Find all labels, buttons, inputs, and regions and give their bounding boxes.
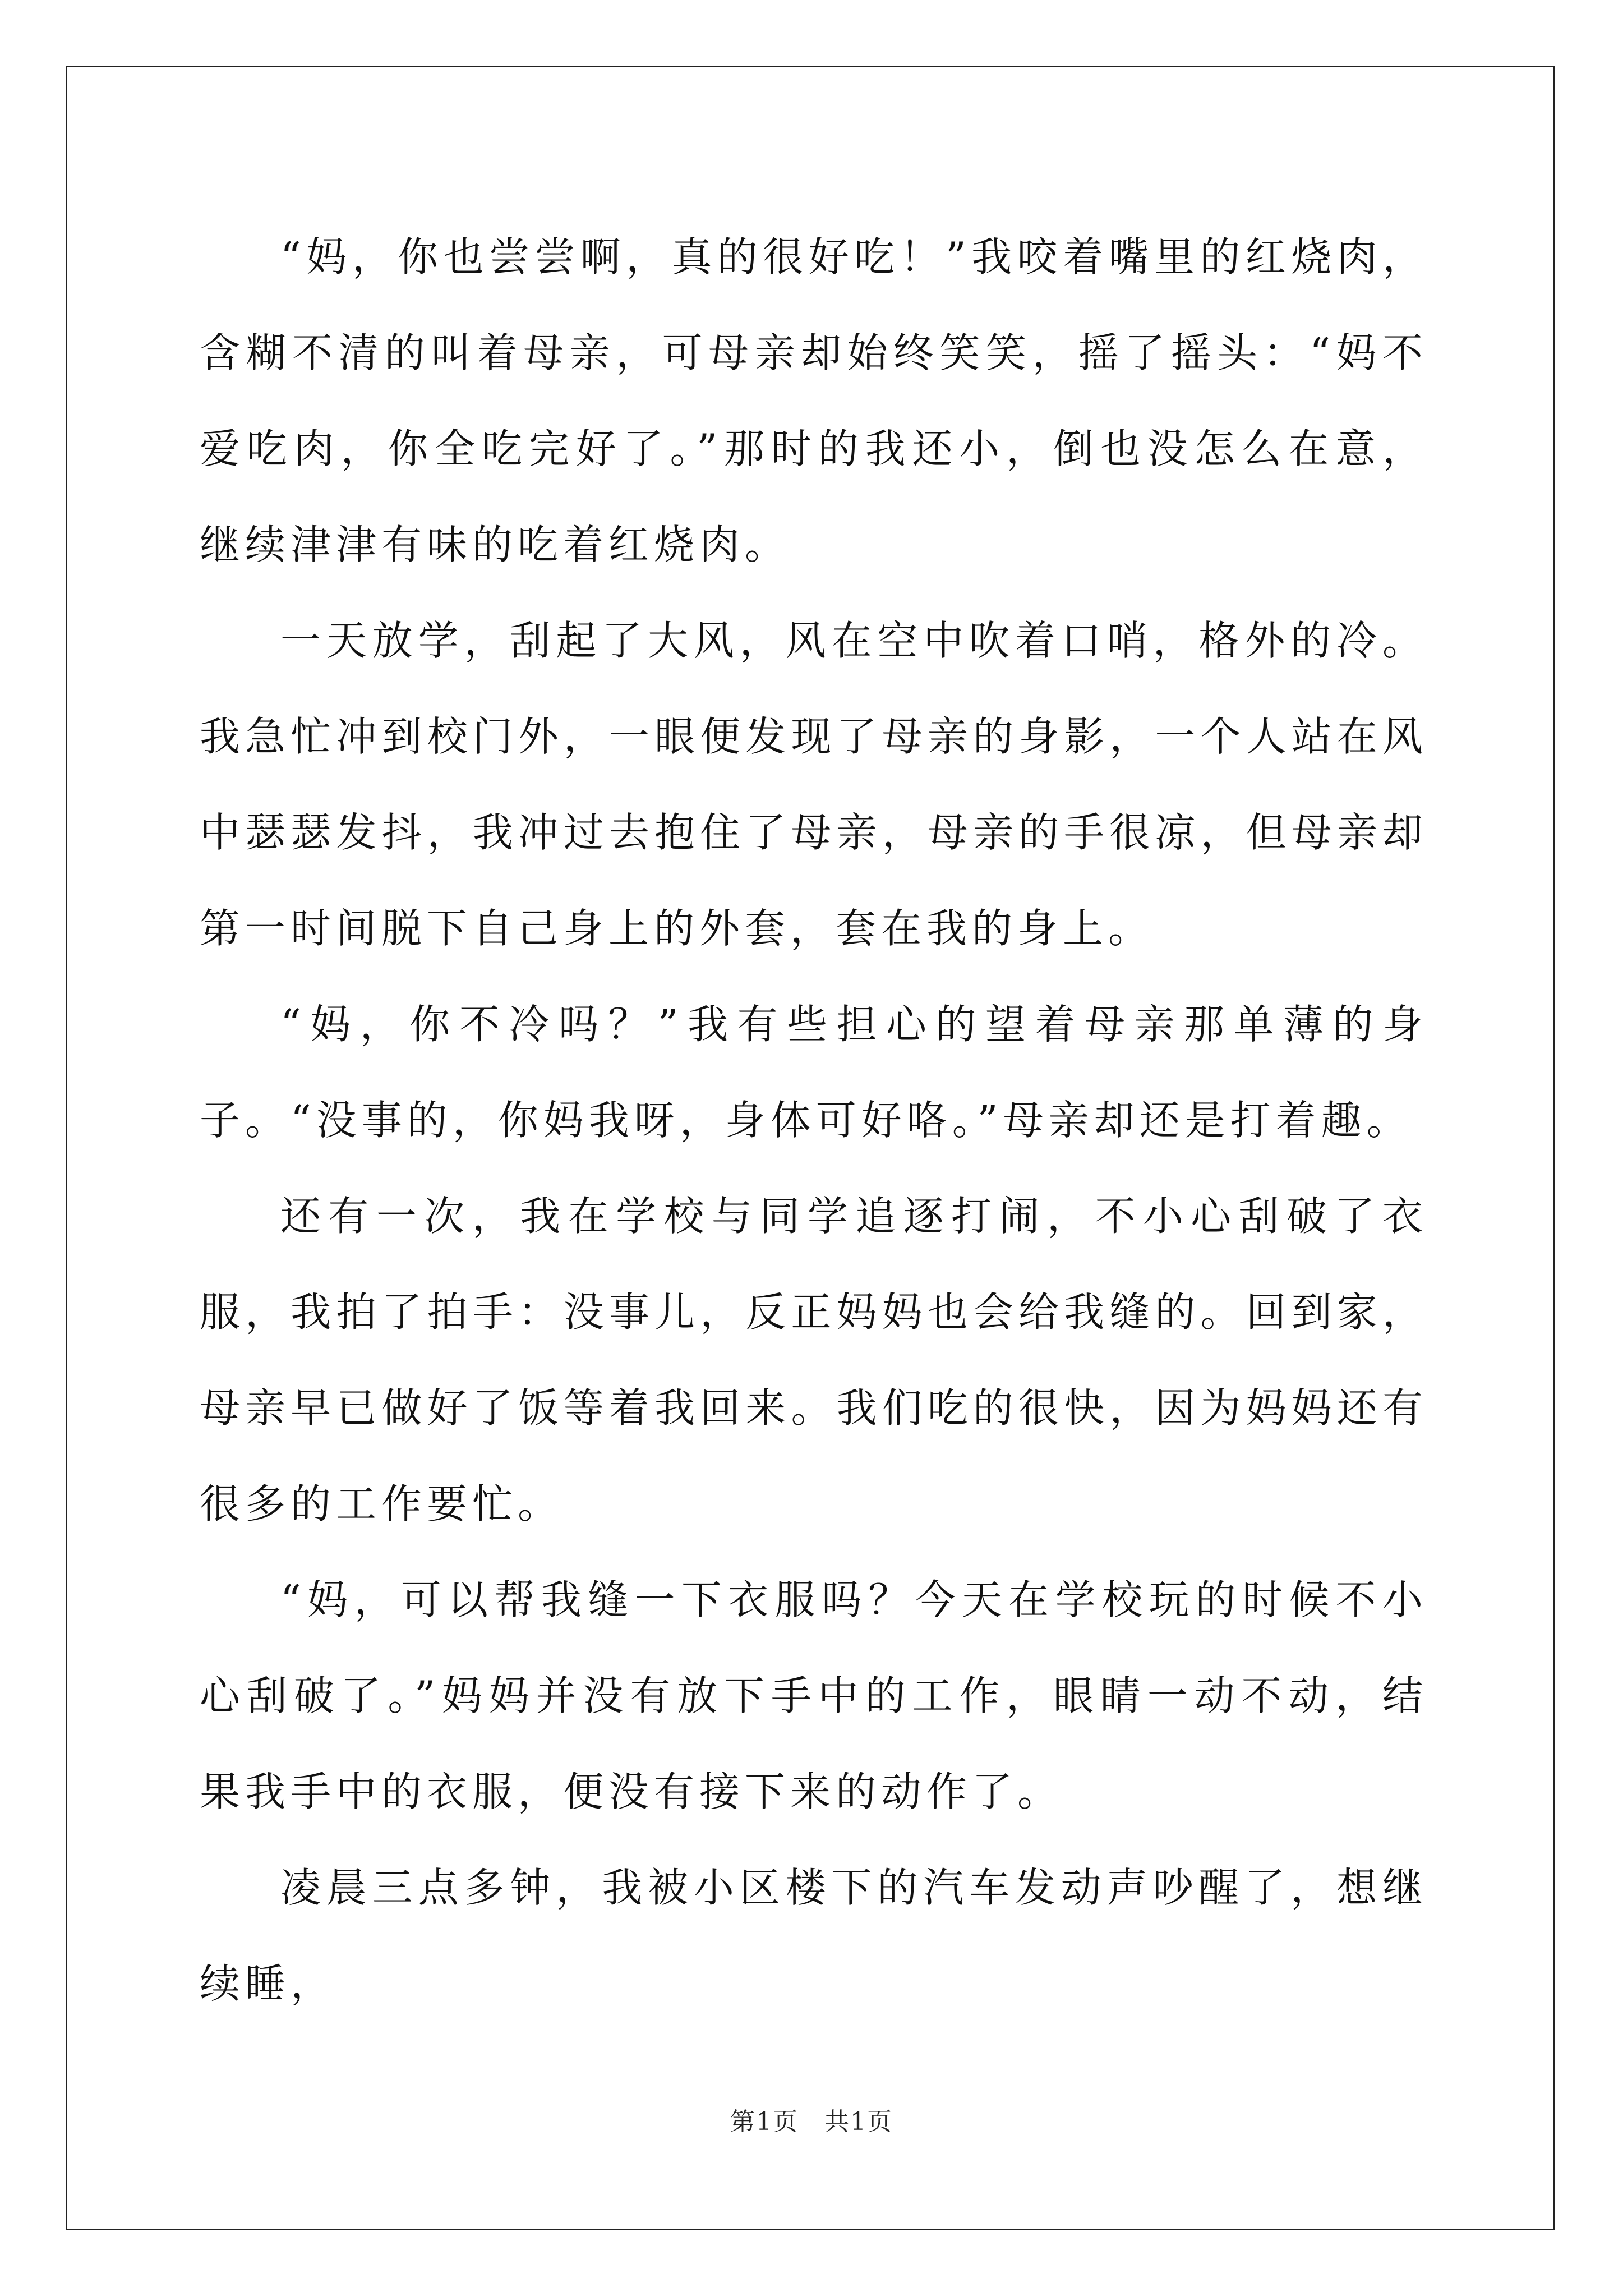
paragraph-2: 一天放学，刮起了大风，风在空中吹着口哨，格外的冷。我急忙冲到校门外，一眼便发现了母亲的身影，一个人站在风中瑟瑟发抖，我冲过去抱住了母亲，母亲的手很凉，但母亲却第一时间脱下自己身上的外套，套在我的身上。 (200, 617, 1428, 952)
document-body (200, 209, 1428, 2032)
paragraph-1: “妈，你也尝尝啊，真的很好吃！”我咬着嘴里的红烧肉，含糊不清的叫着母亲，可母亲却始终笑笑，摇了摇头：“妈不爱吃肉，你全吃完好了。”那时的我还小，倒也没怎么在意，继续津津有味的吃着红烧肉。 (200, 233, 1428, 568)
paragraph-4: 还有一次，我在学校与同学追逐打闹，不小心刮破了衣服，我拍了拍手：没事儿，反正妈妈也会给我缝的。回到家，母亲早已做好了饭等着我回来。我们吃的很快，因为妈妈还有很多的工作要忙。 (200, 1193, 1428, 1527)
paragraph-6: 凌晨三点多钟，我被小区楼下的汽车发动声吵醒了，想继续睡， (200, 1864, 1428, 2007)
paragraph-3: “妈，你不冷吗？”我有些担心的望着母亲那单薄的身子。“没事的，你妈我呀，身体可好咯。”母亲却还是打着趣。 (200, 1001, 1428, 1144)
page-number-footer: 第1页 共1页 (730, 2108, 893, 2136)
paragraph-5: “妈，可以帮我缝一下衣服吗？今天在学校玩的时候不小心刮破了。”妈妈并没有放下手中的工作，眼睛一动不动，结果我手中的衣服，便没有接下来的动作了。 (200, 1576, 1428, 1815)
